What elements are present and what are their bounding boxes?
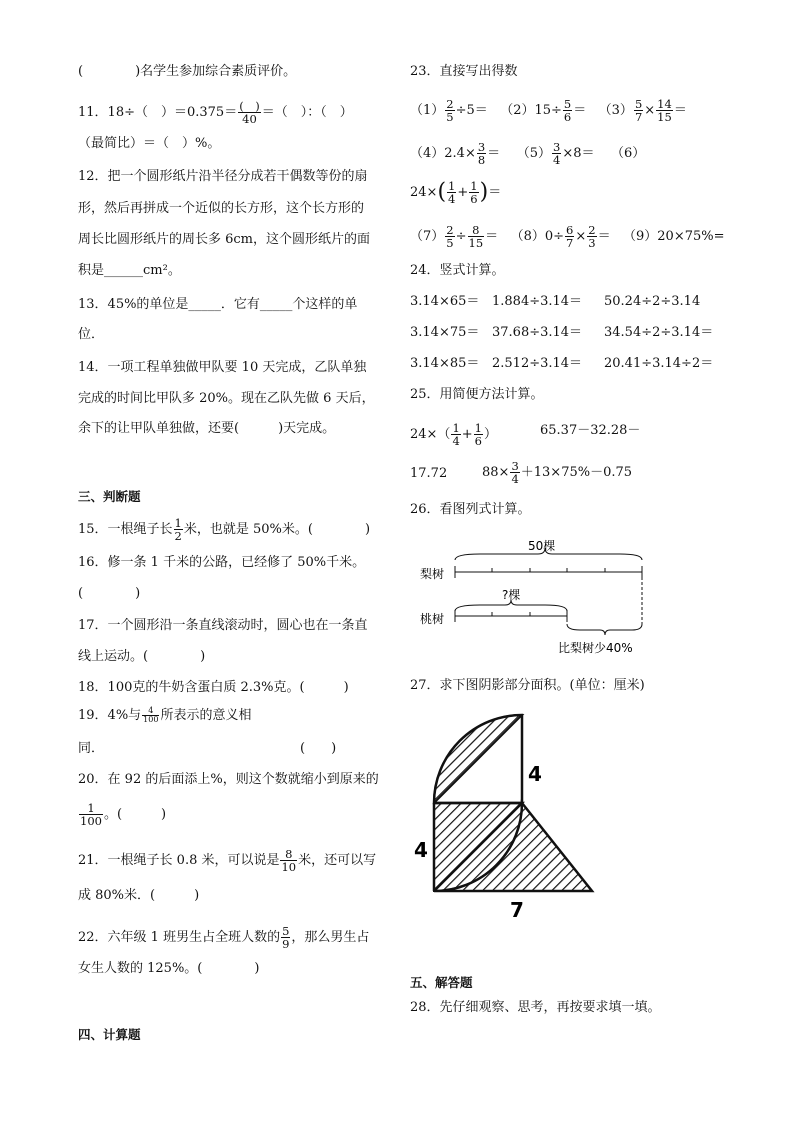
question-26: 26．看图列式计算。 (410, 502, 531, 517)
difference-brace (567, 624, 642, 635)
q23-row4: （7） $\frac{2}{5}$ ÷ $\frac{8}{15}$ ＝ （8）0÷ $\frac{6}{7}$ × $\frac{2}{3}$ ＝ （9）20×75%= (410, 223, 725, 250)
shaded-area-figure (410, 705, 610, 925)
question-10-tail: ( )名学生参加综合素质评价。 (78, 64, 297, 79)
segment-diagram (410, 532, 660, 662)
question-21-line2: 成 80%米．( ) (78, 888, 200, 903)
question-11: 11．18÷（ ）＝0.375＝ $\frac{( )}{40}$ ＝（ ）：（ ） (78, 99, 353, 126)
fraction: $\frac{8}{10}$ (281, 847, 297, 874)
fraction: $\frac{( )}{40}$ (239, 99, 260, 126)
q23-row2: （4）2.4× $\frac{3}{8}$ ＝ （5） $\frac{3}{4}$ ×8＝ （6） (410, 140, 646, 167)
calc-row-2: 3.14×75＝ 37.68÷3.14＝ 34.54÷2÷3.14＝ (410, 325, 714, 340)
section-4-heading: 四、计算题 (78, 1027, 141, 1042)
fraction: $\frac{1}{4}$ (452, 421, 460, 448)
simple-calc-row-2: 17.72 (410, 466, 448, 481)
question-12-line3: 周长比圆形纸片的周长多 6cm，这个圆形纸片的面 (78, 232, 371, 247)
question-19-line2: 同． (78, 741, 105, 756)
label-unknown: ?棵 (502, 588, 521, 602)
fraction: $\frac{1}{4}$ (448, 179, 456, 206)
question-11-line2: （最简比）＝（ ）%。 (78, 136, 221, 151)
question-24: 24．竖式计算。 (410, 263, 505, 278)
simple-calc-3: 88× $\frac{3}{4}$ ＋13×75%－0.75 (482, 459, 633, 486)
question-18: 18．100克的牛奶含蛋白质 2.3%克。( ) (78, 680, 349, 695)
question-27: 27．求下图阴影部分面积。(单位：厘米) (410, 678, 645, 693)
question-12-line1: 12．把一个圆形纸片沿半径分成若干偶数等份的扇 (78, 169, 368, 184)
section-3-heading: 三、判断题 (78, 489, 141, 504)
question-19-answer: ( ) (300, 741, 337, 756)
simple-calc-2a: 65.37－32.28－ (540, 423, 641, 438)
question-17-line1: 17．一个圆形沿一条直线滚动时，圆心也在一条直 (78, 618, 368, 633)
fraction: $\frac{6}{7}$ (566, 223, 574, 250)
question-12-line4: 积是______cm²。 (78, 263, 181, 278)
fraction: $\frac{5}{9}$ (282, 924, 290, 951)
fraction: $\frac{3}{4}$ (553, 140, 561, 167)
peach-brace (455, 600, 567, 611)
question-25: 25．用简便方法计算。 (410, 387, 544, 402)
question-12-line2: 形，然后再拼成一个近似的长方形，这个长方形的 (78, 201, 365, 216)
fraction: $\frac{4}{100}$ (143, 706, 159, 724)
q23-row1: （1） $\frac{2}{5}$ ÷5＝ （2）15÷ $\frac{5}{6}$ ＝ （3） $\frac{5}{7}$ × $\frac{14}{15}$ ＝ (410, 97, 687, 124)
fraction: $\frac{8}{15}$ (468, 223, 484, 250)
fraction: $\frac{14}{15}$ (657, 97, 672, 124)
fraction: $\frac{3}{4}$ (511, 459, 519, 486)
section-5-heading: 五、解答题 (410, 975, 473, 990)
label-less: 比梨树少40% (558, 641, 633, 655)
fraction: $\frac{1}{6}$ (474, 421, 482, 448)
fraction: $\frac{1}{2}$ (174, 516, 182, 543)
question-13-line1: 13．45%的单位是_____．它有_____个这样的单 (78, 297, 358, 312)
question-22-line2: 女生人数的 125%。( ) (78, 961, 260, 976)
fraction: $\frac{1}{100}$ (80, 801, 102, 828)
question-14-line2: 完成的时间比甲队多 20%。现在乙队先做 6 天后， (78, 391, 375, 406)
question-23: 23．直接写出得数 (410, 64, 518, 79)
fraction: $\frac{5}{7}$ (634, 97, 643, 124)
q23-row3: 24×( $\frac{1}{4}$ + $\frac{1}{6}$ )＝ (410, 179, 502, 206)
question-16-line1: 16．修一条 1 千米的公路，已经修了 50%千米。 (78, 555, 366, 570)
question-14-line3: 余下的让甲队单独做，还要( )天完成。 (78, 421, 336, 436)
label-50: 50棵 (528, 539, 556, 553)
label-4-left: 4 (414, 838, 428, 862)
question-20-line2: $\frac{1}{100}$ 。( ) (80, 801, 167, 828)
simple-calc-row-1: 24×（ $\frac{1}{4}$ + $\frac{1}{6}$ ） (410, 421, 498, 448)
label-7-bottom: 7 (510, 898, 524, 922)
calc-row-1: 3.14×65＝ 1.884÷3.14＝ 50.24÷2÷3.14 (410, 294, 701, 309)
left-paren: ( (437, 179, 447, 205)
question-21-line1: 21．一根绳子长 0.8 米，可以说是 $\frac{8}{10}$ 米，还可以写 (78, 847, 377, 874)
fraction: $\frac{3}{8}$ (477, 140, 486, 167)
question-14-line1: 14．一项工程单独做甲队要 10 天完成，乙队单独 (78, 360, 367, 375)
fraction: $\frac{2}{5}$ (446, 97, 454, 124)
label-peach: 桃树 (420, 612, 445, 626)
right-paren: ) (479, 179, 489, 205)
fraction: $\frac{1}{6}$ (470, 179, 478, 206)
fraction: $\frac{2}{5}$ (446, 223, 454, 250)
label-4-top: 4 (528, 762, 542, 786)
question-17-line2: 线上运动。( ) (78, 649, 206, 664)
question-19-line1: 19．4%与 $\frac{4}{100}$ 所表示的意义相 (78, 706, 252, 724)
question-15: 15．一根绳子长 $\frac{1}{2}$ 米，也就是 50%米。( ) (78, 516, 371, 543)
question-13-line2: 位． (78, 327, 105, 342)
calc-row-3: 3.14×85＝ 2.512÷3.14＝ 20.41÷3.14÷2＝ (410, 356, 714, 371)
fraction: $\frac{2}{3}$ (588, 223, 596, 250)
question-22-line1: 22．六年级 1 班男生占全班人数的 $\frac{5}{9}$ ，那么男生占 (78, 924, 370, 951)
question-28: 28．先仔细观察、思考，再按要求填一填。 (410, 1000, 661, 1015)
fraction: $\frac{5}{6}$ (563, 97, 572, 124)
question-20-line1: 20．在 92 的后面添上%，则这个数就缩小到原来的 (78, 772, 379, 787)
label-pear: 梨树 (420, 567, 445, 581)
question-16-line2: ( ) (78, 586, 141, 601)
